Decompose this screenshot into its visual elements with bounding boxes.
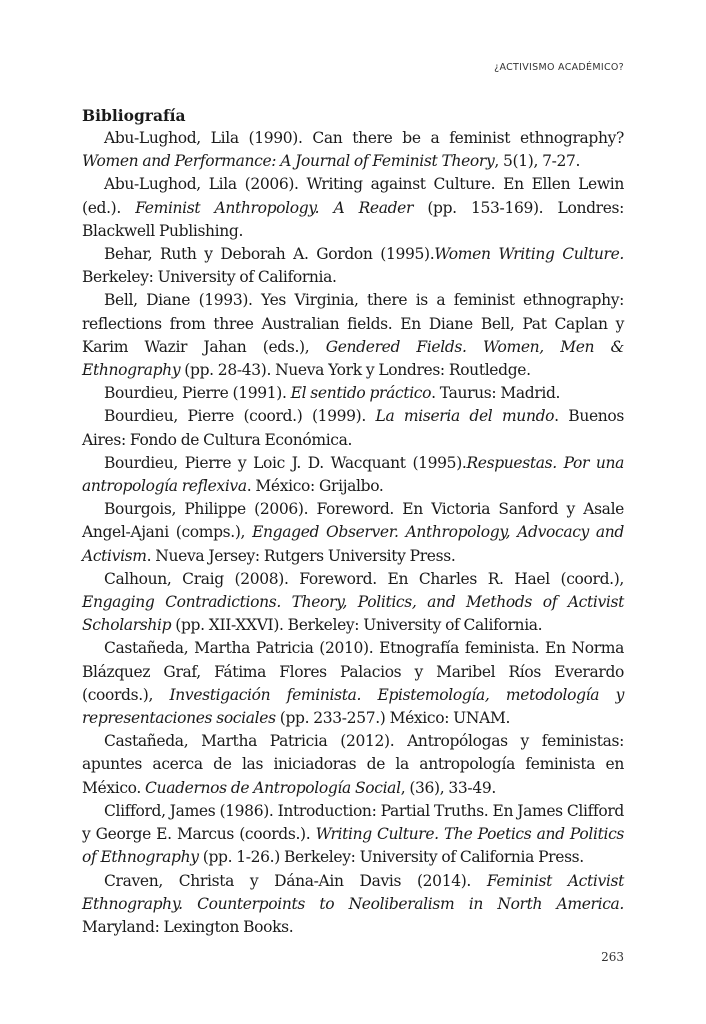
entry-text-end: (pp. 233-257.) México: UNAM. xyxy=(275,709,511,728)
entry-title-italic: Feminist Activist Ethnography. Counterpoints to Neoliberalism in North America. xyxy=(82,871,624,913)
entry-title-italic: Writing Culture. The Poetics and Politics of Ethnography xyxy=(82,825,625,867)
entry-text: Abu-Lughod, Lila (2006). Writing against Culture. En Ellen Lewin (ed.). xyxy=(82,175,624,217)
entry-title-italic: Gendered Fields. Women, Men & Ethnography xyxy=(82,337,625,380)
entry-text: Craven, Christa y Dána-Ain Davis (2014). xyxy=(104,871,487,890)
entry-title-italic: Women Writing Culture. xyxy=(434,245,625,264)
entry-text-end: Maryland: Lexington Books. xyxy=(82,917,294,936)
entry-text: Bourdieu, Pierre y Loic J. D. Wacquant (1995). xyxy=(104,453,467,472)
bibliography-entry xyxy=(82,405,624,451)
entry-title-italic: Engaged Observer. Anthropology, Advocacy and Activism xyxy=(82,523,624,565)
entry-text-end: . Taurus: Madrid. xyxy=(431,384,561,403)
entry-text-end: (pp. 1-26.) Berkeley: University of California Press. xyxy=(198,848,584,867)
entry-title-italic: El sentido práctico xyxy=(290,384,432,403)
entry-text-end: , (36), 33-49. xyxy=(400,778,496,797)
entry-title-italic: Women and Performance: A Journal of Feminist Theory xyxy=(82,152,495,171)
entry-text: Bell, Diane (1993). Yes Virginia, there is a feminist ethnography: reflections from three Australian fields. En Diane Bell, Pat Caplan y Karim Wazir Jahan (eds.), xyxy=(82,291,624,356)
entry-title-italic: Respuestas. Por una antropología reflexiva xyxy=(82,453,624,496)
bibliography-list xyxy=(82,127,624,939)
bibliography-entry xyxy=(82,127,624,173)
bibliography-entry xyxy=(82,730,624,800)
bibliography-section xyxy=(82,104,624,939)
bibliography-entry xyxy=(82,289,624,382)
entry-text: Bourdieu, Pierre (coord.) (1999). xyxy=(104,407,376,426)
bibliography-entry xyxy=(82,243,624,289)
entry-title-italic: Investigación feminista. Epistemología, metodología y representaciones sociales xyxy=(82,685,625,728)
bibliography-entry xyxy=(82,498,624,568)
bibliography-entry xyxy=(82,568,624,638)
entry-title-italic: Feminist Anthropology. A Reader xyxy=(135,198,414,217)
entry-text: Castañeda, Martha Patricia (2012). Antropólogas y feministas: apuntes acerca de las iniciadoras de la antropología feminista en México. xyxy=(82,732,624,797)
bibliography-entry xyxy=(82,452,624,498)
entry-text: Clifford, James (1986). Introduction: Partial Truths. En James Clifford y George E. Marcus (coords.). xyxy=(82,801,624,844)
entry-title-italic: Engaging Contradictions. Theory, Politics, and Methods of Activist Scholarship xyxy=(82,593,624,635)
entry-text-end: , 5(1), 7-27. xyxy=(494,152,581,171)
entry-text: Behar, Ruth y Deborah A. Gordon (1995). xyxy=(104,245,435,264)
entry-title-italic: La miseria del mundo xyxy=(375,407,555,426)
running-header: ¿ACTIVISMO ACADÉMICO? xyxy=(494,62,624,73)
entry-text: Bourgois, Philippe (2006). Foreword. En Victoria Sanford y Asale Angel-Ajani (comps.), xyxy=(82,500,624,542)
bibliography-entry xyxy=(82,382,624,405)
entry-text-end: . Buenos Aires: Fondo de Cultura Económica. xyxy=(82,407,624,449)
entry-text: Bourdieu, Pierre (1991). xyxy=(104,384,291,403)
entry-title-italic: Cuadernos de Antropología Social xyxy=(145,778,401,797)
entry-text: Abu-Lughod, Lila (1990). Can there be a feminist ethnography? xyxy=(104,129,624,147)
entry-text-end: (pp. XII-XXVI). Berkeley: University of California. xyxy=(171,616,543,635)
entry-text: Calhoun, Craig (2008). Foreword. En Charles R. Hael (coord.), xyxy=(104,569,624,588)
bibliography-entry xyxy=(82,173,624,243)
entry-text-end: . Nueva Jersey: Rutgers University Press. xyxy=(146,546,456,565)
entry-text-end: (pp. 28-43). Nueva York y Londres: Routledge. xyxy=(180,361,531,380)
entry-text-end: . México: Grijalbo. xyxy=(246,477,384,496)
entry-text: Castañeda, Martha Patricia (2010). Etnografía feminista. En Norma Blázquez Graf, Fátima Flores Palacios y Maribel Ríos Everardo (coords.), xyxy=(82,639,624,704)
section-title: Bibliografía xyxy=(82,106,186,125)
bibliography-entry xyxy=(82,637,624,730)
bibliography-entry xyxy=(82,800,624,870)
entry-text-end: (pp. 153-169). Londres: Blackwell Publishing. xyxy=(82,198,625,240)
page-number: 263 xyxy=(601,950,624,964)
bibliography-entry xyxy=(82,870,624,940)
entry-text-end: Berkeley: University of California. xyxy=(82,268,337,287)
